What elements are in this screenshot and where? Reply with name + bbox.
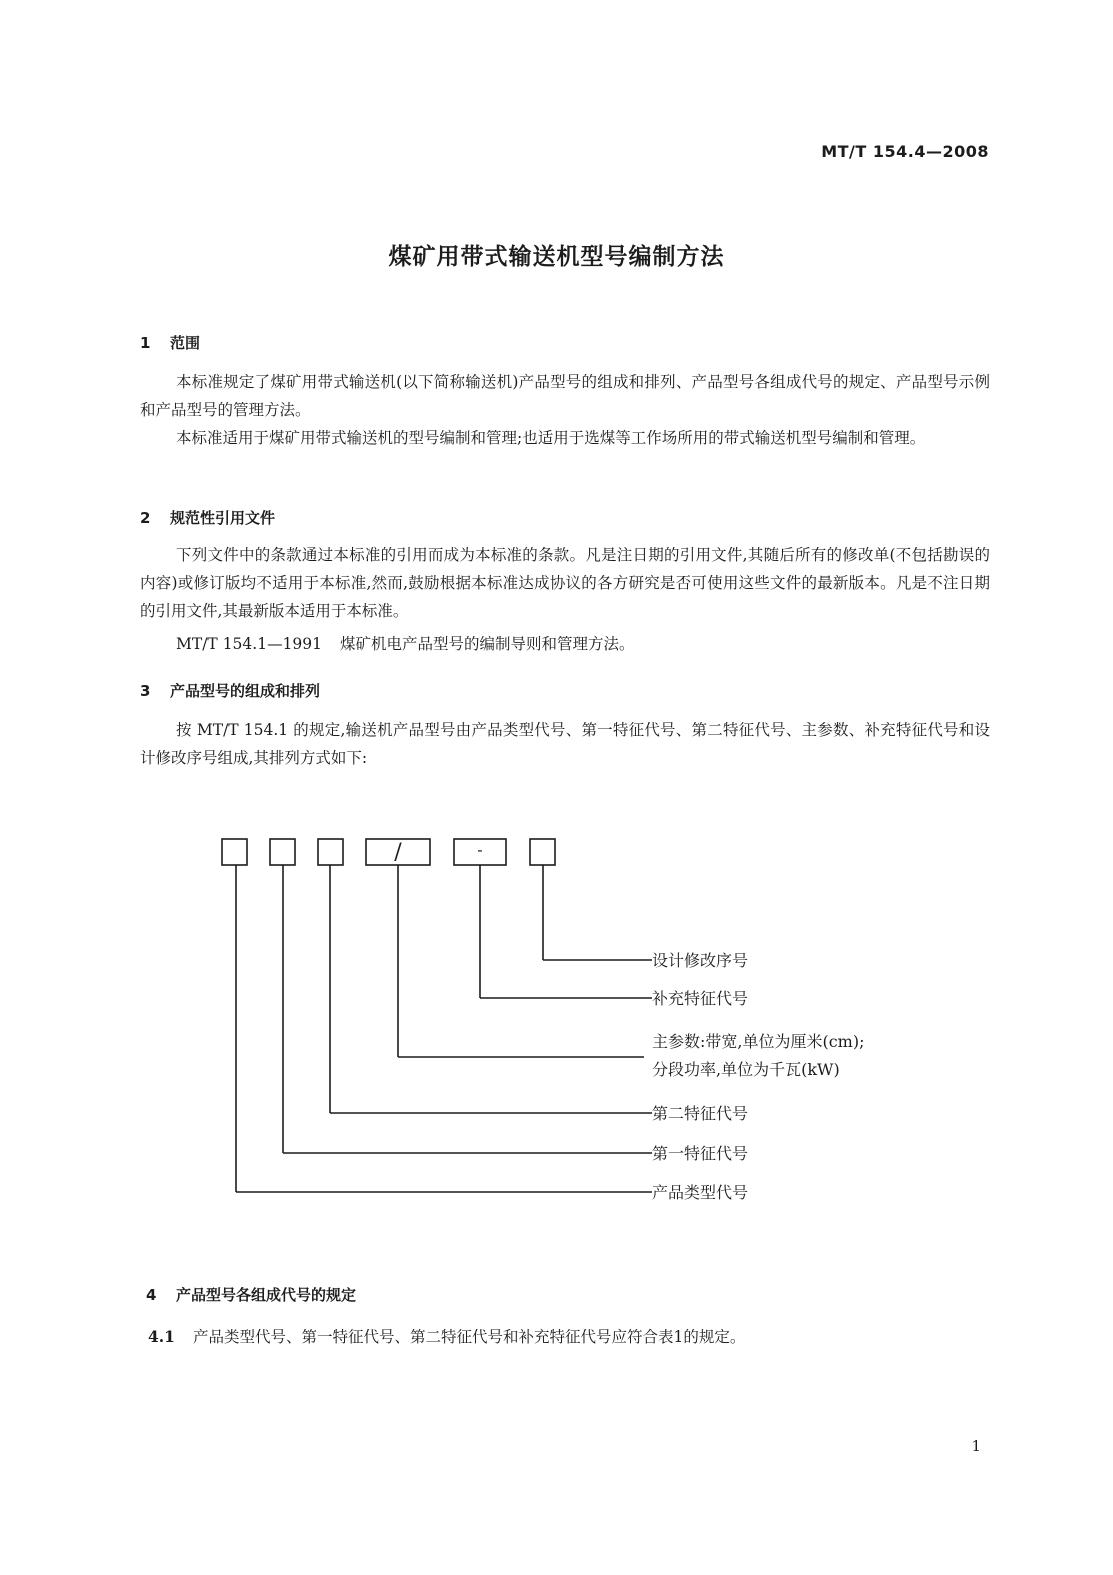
box-second-feature xyxy=(318,839,343,865)
label-first-feature: 第一特征代号 xyxy=(652,1144,749,1163)
label-main-param-line1: 主参数:带宽,单位为厘米(cm); xyxy=(652,1032,865,1051)
section-2-title: 规范性引用文件 xyxy=(170,509,276,527)
document-title: 煤矿用带式输送机型号编制方法 xyxy=(388,244,725,270)
label-design-revision: 设计修改序号 xyxy=(652,951,749,970)
label-product-type: 产品类型代号 xyxy=(652,1183,749,1202)
clause-4-1-number: 4.1 xyxy=(148,1327,175,1346)
section-1-title: 范围 xyxy=(170,334,201,352)
clause-4-1-text: 产品类型代号、第一特征代号、第二特征代号和补充特征代号应符合表1的规定。 xyxy=(192,1328,746,1346)
box-dash-symbol: - xyxy=(477,840,483,859)
section-1-number: 1 xyxy=(140,334,151,352)
label-main-param-line2: 分段功率,单位为千瓦(kW) xyxy=(652,1060,840,1079)
section-4-number: 4 xyxy=(146,1286,157,1304)
box-slash-symbol: / xyxy=(394,840,402,865)
box-first-feature xyxy=(270,839,295,865)
reference-code: MT/T 154.1—1991 xyxy=(176,635,323,653)
label-supplementary: 补充特征代号 xyxy=(652,989,749,1008)
section-1-paragraph-1: 本标准规定了煤矿用带式输送机(以下简称输送机)产品型号的组成和排列、产品型号各组成代号的规定、产品型号示例和产品型号的管理方法。 xyxy=(140,373,990,419)
section-4-heading xyxy=(146,1284,356,1305)
section-3-paragraph-1: 按 MT/T 154.1 的规定,输送机产品型号由产品类型代号、第一特征代号、第二特征代号、主参数、补充特征代号和设计修改序号组成,其排列方式如下: xyxy=(140,721,990,767)
reference-title: 煤矿机电产品型号的编制导则和管理方法。 xyxy=(340,635,635,653)
box-product-type xyxy=(222,839,247,865)
standard-code: MT/T 154.4—2008 xyxy=(821,142,989,161)
section-2-paragraph-1: 下列文件中的条款通过本标准的引用而成为本标准的条款。凡是注日期的引用文件,其随后所有的修改单(不包括勘误的内容)或修订版均不适用于本标准,然而,鼓励根据本标准达成协议的各方研究是否可使用这些文件的最新版本。凡是不注日期的引用文件,其最新版本适用于本标准。 xyxy=(140,546,990,620)
section-4-title: 产品型号各组成代号的规定 xyxy=(176,1286,357,1304)
section-3-title: 产品型号的组成和排列 xyxy=(170,682,321,700)
label-second-feature: 第二特征代号 xyxy=(652,1104,749,1123)
page-number: 1 xyxy=(971,1437,981,1455)
section-3-number: 3 xyxy=(140,682,151,700)
section-1-paragraph-2: 本标准适用于煤矿用带式输送机的型号编制和管理;也适用于选煤等工作场所用的带式输送机型号编制和管理。 xyxy=(176,429,926,447)
clause-4-1 xyxy=(148,1325,745,1347)
section-2-number: 2 xyxy=(140,509,151,527)
box-design-revision xyxy=(530,839,555,865)
